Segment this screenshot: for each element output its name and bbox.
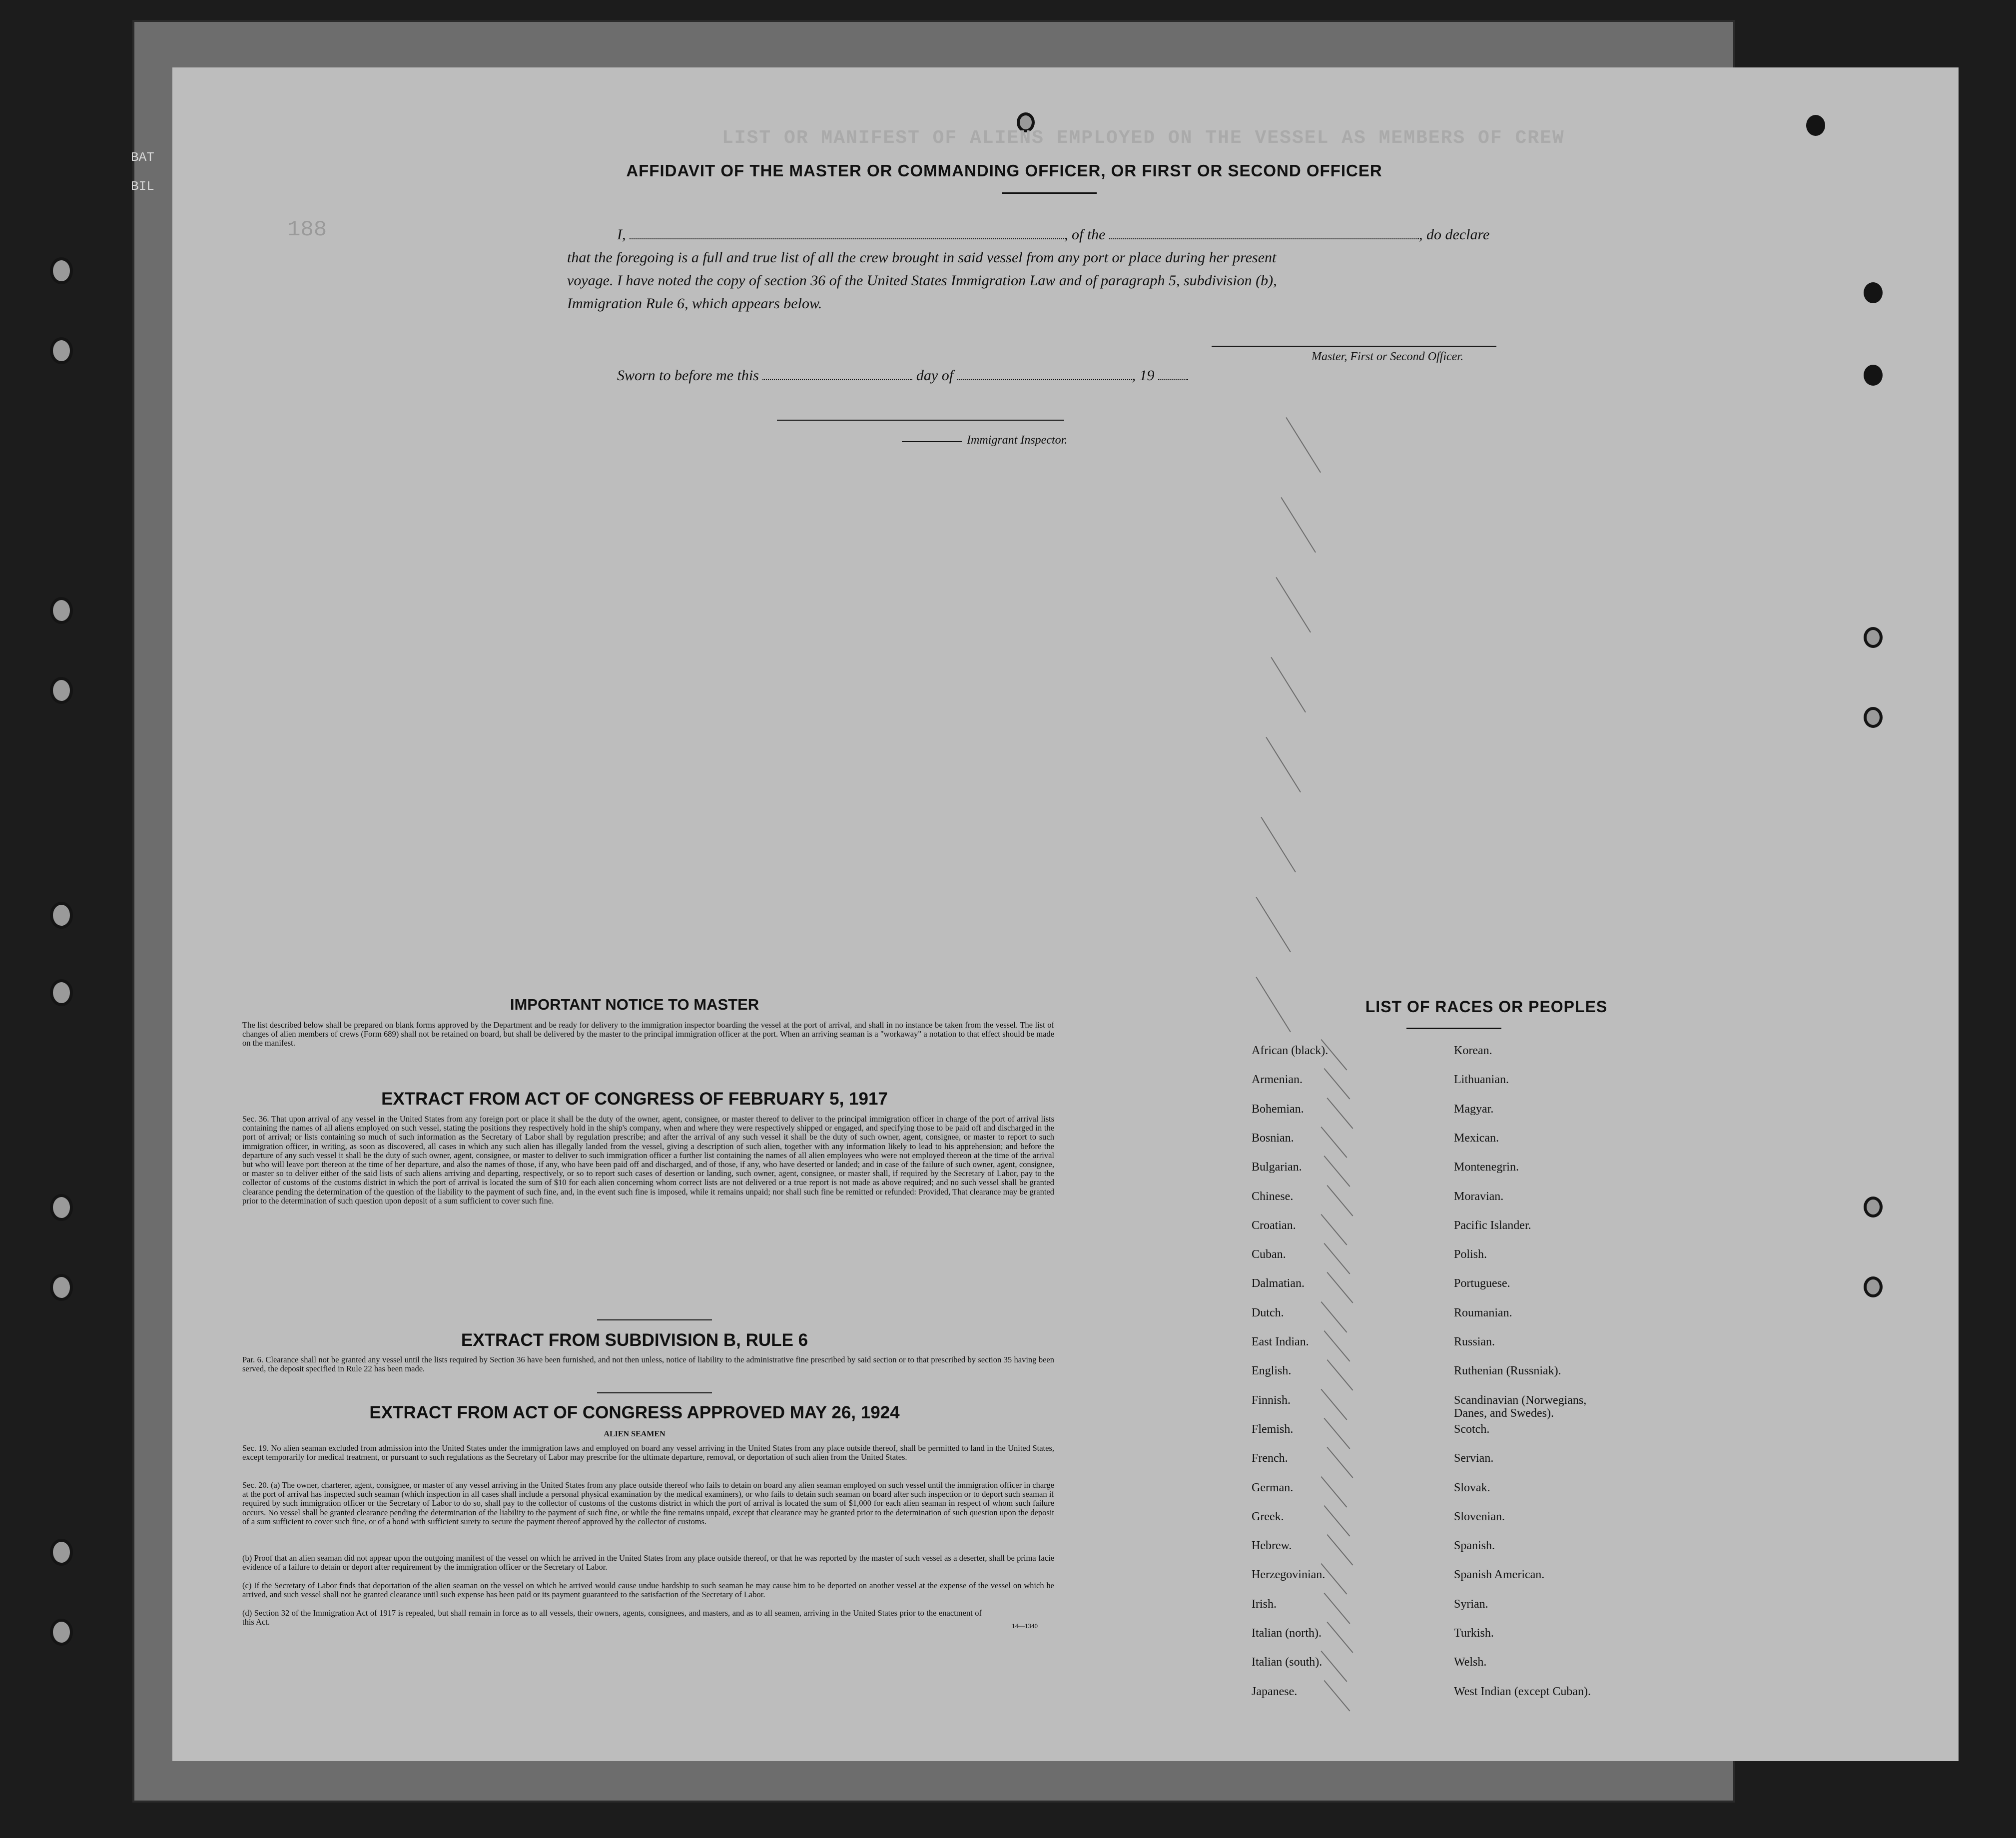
race-item: Flemish. bbox=[1252, 1422, 1294, 1436]
race-item: Welsh. bbox=[1454, 1656, 1487, 1669]
sec-20c-text: (c) If the Secretary of Labor finds that deportation of the alien seaman on the vessel on which he arrived would cause undue hardship to such seaman he may cause him to be deported on another vessel at the expense of the vessel on which he arrived, and such vessel shall not be granted clearance until such expense has been paid or its payment guaranteed to the satisfaction of the Secretary of Labor. bbox=[242, 1581, 1054, 1600]
race-item: Scandinavian (Norwegians, bbox=[1454, 1393, 1587, 1407]
race-item: African (black). bbox=[1252, 1044, 1329, 1057]
day-of-label: day of bbox=[916, 367, 954, 384]
race-item: Chinese. bbox=[1252, 1190, 1294, 1203]
race-item: Irish. bbox=[1252, 1597, 1277, 1611]
binder-hole bbox=[50, 979, 73, 1006]
bleed-mark bbox=[1256, 897, 1291, 952]
section-rule bbox=[597, 1319, 712, 1320]
race-item: Lithuanian. bbox=[1454, 1073, 1509, 1087]
race-item: Turkish. bbox=[1454, 1627, 1494, 1640]
race-item: Dalmatian. bbox=[1252, 1277, 1305, 1290]
binder-hole bbox=[1864, 1197, 1883, 1218]
sworn-line bbox=[617, 367, 1188, 384]
ghost-heading: LIST OR MANIFEST OF ALIENS EMPLOYED ON THE VESSEL AS MEMBERS OF CREW bbox=[722, 127, 1565, 149]
sec-20a-text: Sec. 20. (a) The owner, charterer, agent, consignee, or master of any vessel arriving in the United States from any place outside thereof who fails to detain on board any alien seaman employed on such vessel until the immigration officer in charge at the port of arrival has inspected such seaman (which inspection in all cases shall include a personal physical examination by the medical examiners), or who fails to detain such seaman on board after such inspection or to deport such seaman if required by such immigration officer or the Secretary of Labor to do so, shall pay to the collector of customs of the customs district in which the port of arrival is located the sum of $1,000 for each alien seaman in respect of whom such failure occurs. No vessel shall be granted clearance pending the determination of the liability to the payment of such fine, or while the fine remains unpaid, except that clearance may be granted prior to the determination of such question upon the deposit of a sum sufficient to cover such fine, or of a bond with sufficient surety to secure the payment thereof approved by the collector of customs. bbox=[242, 1480, 1054, 1526]
affidavit-page bbox=[172, 67, 1959, 1761]
section-rule bbox=[597, 1392, 712, 1393]
vessel-name-blank[interactable] bbox=[1109, 227, 1419, 239]
title-rule bbox=[1002, 192, 1097, 194]
bleed-mark bbox=[1256, 977, 1291, 1032]
race-item: Pacific Islander. bbox=[1454, 1219, 1531, 1232]
bleed-mark bbox=[1261, 817, 1296, 872]
race-item: Scotch. bbox=[1454, 1422, 1490, 1436]
bleed-mark bbox=[1324, 1330, 1350, 1362]
of-the-label: , of the bbox=[1064, 226, 1106, 243]
race-item: West Indian (except Cuban). bbox=[1454, 1685, 1591, 1698]
races-title-rule bbox=[1406, 1028, 1501, 1029]
race-item: Portuguese. bbox=[1454, 1277, 1510, 1290]
binder-hole bbox=[1864, 365, 1883, 386]
race-item: Syrian. bbox=[1454, 1597, 1488, 1611]
bleed-mark bbox=[1327, 1272, 1353, 1303]
bleed-mark bbox=[1321, 1127, 1347, 1158]
bleed-mark bbox=[1321, 1651, 1347, 1682]
race-item: Armenian. bbox=[1252, 1073, 1303, 1087]
bleed-mark bbox=[1276, 577, 1311, 632]
binder-hole bbox=[1864, 707, 1883, 728]
binder-hole bbox=[50, 1274, 73, 1301]
binder-hole bbox=[50, 1194, 73, 1221]
binder-hole bbox=[1864, 282, 1883, 303]
race-item: Slovenian. bbox=[1454, 1510, 1505, 1523]
sworn-year-blank[interactable] bbox=[1158, 368, 1188, 380]
race-item: Spanish American. bbox=[1454, 1568, 1545, 1582]
race-item: English. bbox=[1252, 1364, 1292, 1378]
binder-hole bbox=[50, 337, 73, 364]
races-title: LIST OF RACES OR PEOPLES bbox=[1365, 998, 1608, 1016]
binder-hole bbox=[1864, 1276, 1883, 1297]
affidavit-title: AFFIDAVIT OF THE MASTER OR COMMANDING OFFICER, OR FIRST OR SECOND OFFICER bbox=[626, 161, 1382, 180]
sworn-month-blank[interactable] bbox=[957, 368, 1132, 380]
bleed-mark bbox=[1327, 1622, 1353, 1653]
binder-hole bbox=[1806, 115, 1825, 136]
extract-1924-title: EXTRACT FROM ACT OF CONGRESS APPROVED MAY 26, 1924 bbox=[369, 1403, 900, 1422]
race-item: Bosnian. bbox=[1252, 1131, 1294, 1145]
race-item: Hebrew. bbox=[1252, 1539, 1292, 1553]
bleed-mark bbox=[1327, 1185, 1353, 1217]
sec-19-text: Sec. 19. No alien seaman excluded from admission into the United States under the immigration laws and employed on board any vessel arriving in the United States from any place outside thereof, shall be permitted to land in the United States, except temporarily for medical treatment, or pursuant to such regulations as the Secretary of Labor may prescribe for the ultimate departure, removal, or deportation of such alien from the United States. bbox=[242, 1443, 1054, 1462]
race-item: Polish. bbox=[1454, 1248, 1487, 1261]
race-item: Greek. bbox=[1252, 1510, 1284, 1523]
binder-hole bbox=[50, 677, 73, 704]
race-item: Herzegovinian. bbox=[1252, 1568, 1326, 1582]
bleed-mark bbox=[1271, 657, 1306, 712]
affidavit-line-4: Immigration Rule 6, which appears below. bbox=[567, 295, 822, 312]
sworn-label: Sworn to before me this bbox=[617, 367, 759, 384]
race-item: Cuban. bbox=[1252, 1248, 1286, 1261]
bleed-mark bbox=[1266, 737, 1301, 792]
bleed-mark bbox=[1327, 1359, 1353, 1391]
race-item: Finnish. bbox=[1252, 1393, 1291, 1407]
race-item: Danes, and Swedes). bbox=[1454, 1406, 1554, 1420]
bleed-mark bbox=[1324, 1680, 1350, 1712]
sec-20b-text: (b) Proof that an alien seaman did not appear upon the outgoing manifest of the vessel on which he arrived in the United States from any place outside thereof, or that he was reported by the master of such vessel as a deserter, shall be prima facie evidence of a failure to detain or deport after requirement by the immigration officer or the Secretary of Labor. bbox=[242, 1553, 1054, 1572]
bleed-mark bbox=[1327, 1098, 1353, 1129]
alien-seamen-subtitle: ALIEN SEAMEN bbox=[604, 1430, 666, 1438]
binder-hole bbox=[50, 1539, 73, 1566]
race-item: Mexican. bbox=[1454, 1131, 1499, 1145]
extract-1917-text: Sec. 36. That upon arrival of any vessel in the United States from any foreign port or place it shall be the duty of the owner, agent, consignee, or master thereof to deliver to the principal immigration officer in charge of the port of arrival lists containing the names of all aliens employed on such vessel, stating the positions they respectively hold in the ship's company, when and where they were respectively shipped or engaged, and specifying those to be paid off and discharged in the port of arrival; or lists containing so much of such information as the Secretary of Labor shall by regulation prescribe; and after the arrival of any such vessel it shall be the duty of such owner, agent, consignee, or master to report to such immigration officer, in writing, as soon as discovered, all cases in which any such alien has illegally landed from the vessel, giving a description of such alien, together with any information likely to lead to his apprehension; and before the departure of any such vessel it shall be the duty of such owner, agent, consignee, or master to deliver to such immigration officer a further list containing the names of all alien employees who were not employed thereon at the time of the arrival but who will leave port thereon at the time of her departure, and also the names of those, if any, who have been paid off and discharged, and of those, if any, who have deserted or landed; and in case of the failure of such owner, agent, consignee, or master so to deliver either of the said lists of such aliens arriving and departing, respectively, or so to report such cases of desertion or landing, such owner, agent, consignee, or master shall, if required by the Secretary of Labor, pay to the collector of customs of the customs district in which the port of arrival is located the sum of $10 for each alien concerning whom correct lists are not delivered or a true report is not made as above required; and no such vessel shall be granted clearance pending the determination of the question of the liability to the payment of such fine, and, in the event such fine is imposed, while it remains unpaid; nor shall such fine be remitted or refunded: Provided, That clearance may be granted prior to the determination of such question upon deposit of a sum sufficient to cover such fine. bbox=[242, 1114, 1054, 1206]
bleed-mark bbox=[1321, 1214, 1347, 1245]
race-item: Magyar. bbox=[1454, 1102, 1494, 1116]
form-number: 14—1340 bbox=[1012, 1622, 1038, 1630]
race-item: Croatian. bbox=[1252, 1219, 1296, 1232]
year-label: , 19 bbox=[1132, 367, 1155, 384]
declarant-name-blank[interactable] bbox=[630, 227, 1064, 239]
extract-rule6-text: Par. 6. Clearance shall not be granted any vessel until the lists required by Section 36 have been furnished, and not then unless, notice of liability to the administrative fine prescribed by said section or to that prescribed by section 35 having been served, the deposit specified in Rule 22 has been made. bbox=[242, 1355, 1054, 1374]
bleed-mark bbox=[1327, 1447, 1353, 1478]
race-item: Bohemian. bbox=[1252, 1102, 1304, 1116]
inspector-signature-line[interactable] bbox=[777, 420, 1064, 421]
binder-hole bbox=[50, 902, 73, 929]
race-item: Italian (south). bbox=[1252, 1656, 1323, 1669]
notice-text: The list described below shall be prepared on blank forms approved by the Department and be ready for delivery to the immigration inspector boarding the vessel at the port of arrival, and shall in no instance be taken from the vessel. The list of changes of alien members of crews (Form 689) shall not be retained on board, but shall be delivered by the master to the principal immigration officer at the port. When an arriving seaman is a "workaway" a notation to that effect should be made on the manifest. bbox=[242, 1020, 1054, 1048]
sec-20d-text: (d) Section 32 of the Immigration Act of 1917 is repealed, but shall remain in force as to all vessels, their owners, agents, consignees, and masters, and as to all seamen, arriving in the United States prior to the enactment of this Act. bbox=[242, 1608, 982, 1627]
race-item: Japanese. bbox=[1252, 1685, 1298, 1698]
race-item: East Indian. bbox=[1252, 1335, 1309, 1348]
bleed-mark bbox=[1321, 1476, 1347, 1508]
affidavit-line-1 bbox=[617, 226, 1489, 243]
extract-1917-title: EXTRACT FROM ACT OF CONGRESS OF FEBRUARY 5, 1917 bbox=[381, 1089, 888, 1109]
bleed-mark bbox=[1321, 1389, 1347, 1420]
race-item: French. bbox=[1252, 1452, 1288, 1465]
bleed-mark bbox=[1281, 497, 1316, 553]
race-item: Dutch. bbox=[1252, 1306, 1284, 1319]
binder-hole bbox=[50, 1619, 73, 1646]
bleed-mark bbox=[1324, 1243, 1350, 1274]
bleed-mark bbox=[1324, 1156, 1350, 1187]
inspector-caption: Immigrant Inspector. bbox=[967, 434, 1068, 447]
sworn-day-blank[interactable] bbox=[762, 368, 912, 380]
binder-hole bbox=[50, 257, 73, 284]
notice-title: IMPORTANT NOTICE TO MASTER bbox=[510, 996, 759, 1013]
inspector-dotted-lead bbox=[902, 441, 962, 442]
race-item: Moravian. bbox=[1454, 1190, 1504, 1203]
race-item: Korean. bbox=[1454, 1044, 1492, 1057]
race-item: Bulgarian. bbox=[1252, 1161, 1302, 1174]
affidavit-line-3: voyage. I have noted the copy of section 36 of the United States Immigration Law and of paragraph 5, subdivision (b), bbox=[567, 272, 1277, 289]
bleed-mark bbox=[1286, 417, 1321, 473]
race-item: Ruthenian (Russniak). bbox=[1454, 1364, 1561, 1378]
margin-label: BIL bbox=[131, 179, 154, 194]
race-item: Roumanian. bbox=[1454, 1306, 1512, 1319]
bleed-mark bbox=[1321, 1301, 1347, 1333]
race-item: Montenegrin. bbox=[1454, 1161, 1519, 1174]
race-item: Russian. bbox=[1454, 1335, 1495, 1348]
bleed-mark bbox=[1324, 1593, 1350, 1624]
bleed-mark bbox=[1324, 1505, 1350, 1537]
race-item: Italian (north). bbox=[1252, 1627, 1322, 1640]
page-number: 188 bbox=[287, 217, 327, 242]
race-item: German. bbox=[1252, 1481, 1294, 1494]
extract-rule6-title: EXTRACT FROM SUBDIVISION B, RULE 6 bbox=[461, 1330, 808, 1350]
bleed-mark bbox=[1327, 1534, 1353, 1566]
bleed-mark bbox=[1324, 1418, 1350, 1449]
race-item: Spanish. bbox=[1454, 1539, 1495, 1553]
declarant-label: I, bbox=[617, 226, 626, 243]
race-item: Slovak. bbox=[1454, 1481, 1490, 1494]
affidavit-line-2: that the foregoing is a full and true list of all the crew brought in said vessel from any port or place during her present bbox=[567, 249, 1277, 266]
binder-hole bbox=[50, 597, 73, 624]
margin-label: BAT bbox=[131, 150, 154, 165]
race-item: Servian. bbox=[1454, 1452, 1494, 1465]
bleed-mark bbox=[1324, 1068, 1350, 1100]
master-caption: Master, First or Second Officer. bbox=[1312, 350, 1463, 363]
master-signature-line[interactable] bbox=[1212, 346, 1496, 347]
binder-hole bbox=[1864, 627, 1883, 648]
declare-label: , do declare bbox=[1419, 226, 1490, 243]
